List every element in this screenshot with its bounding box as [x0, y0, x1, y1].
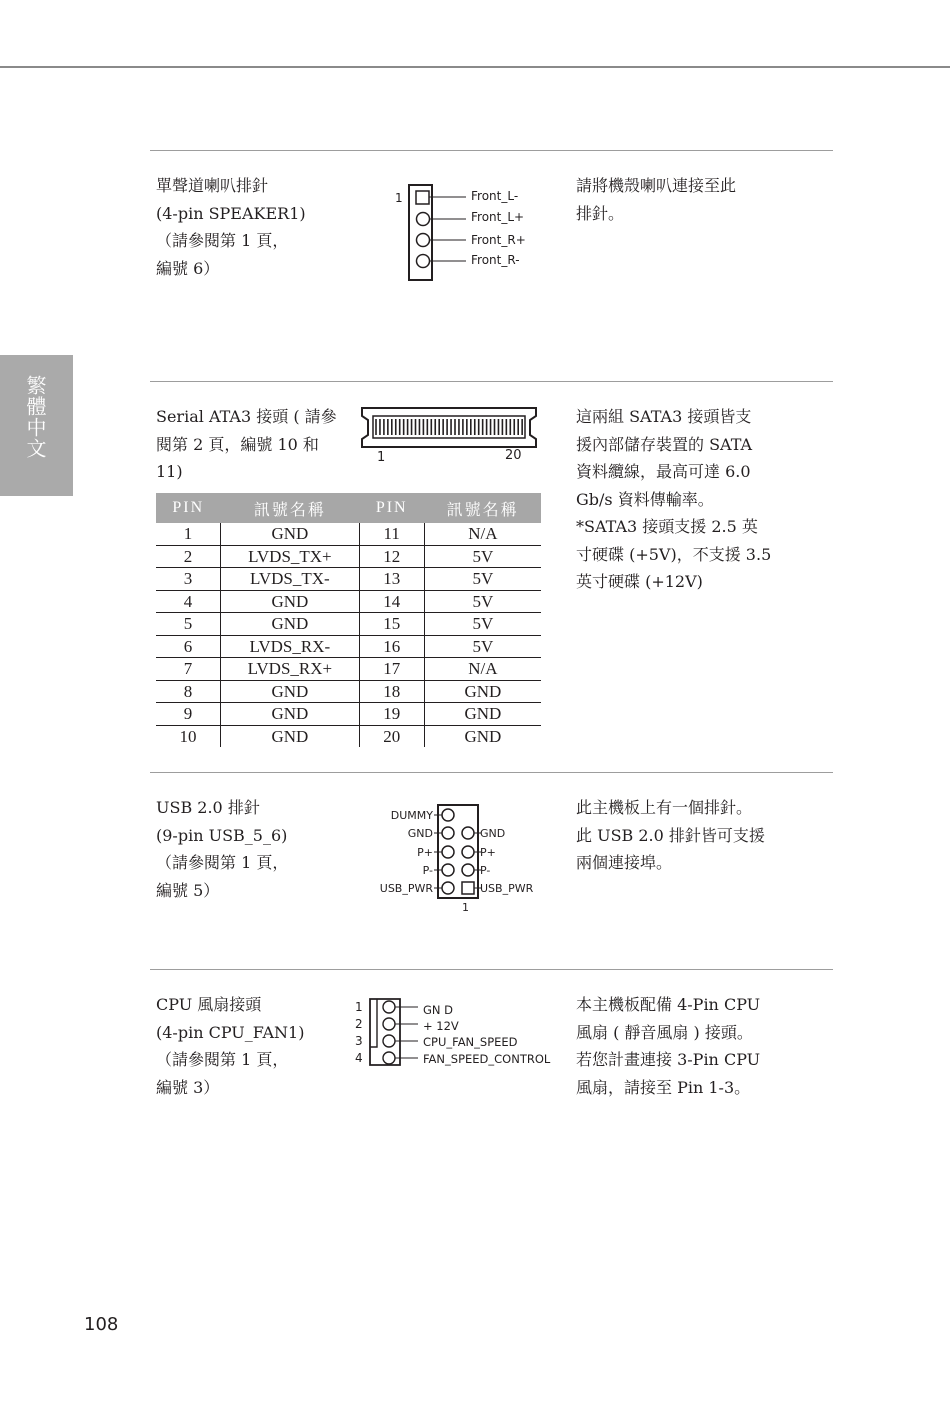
- pin-number-cell: 1: [156, 523, 221, 545]
- sata-start-label: 1: [377, 450, 386, 465]
- usb-note-line: 兩個連接埠。: [576, 853, 673, 872]
- table-row: [156, 613, 541, 636]
- sata-reference-end: 11): [156, 462, 183, 481]
- table-row: [156, 568, 541, 591]
- table-row: [156, 680, 541, 703]
- language-side-tab: [0, 355, 73, 496]
- pin-number-cell: 12: [359, 545, 424, 568]
- table-row: [156, 658, 541, 681]
- usb-reference: （請參閱第 1 頁，: [156, 853, 289, 872]
- table-row: [156, 703, 541, 726]
- usb-reference-number: 編號 5）: [156, 880, 220, 900]
- sata-note: [576, 403, 771, 596]
- signal-name-cell: LVDS_RX+: [221, 658, 360, 681]
- speaker-pin-label-4: Front_R-: [471, 253, 520, 267]
- signal-name-cell: GND: [221, 590, 360, 613]
- fan-description: [156, 991, 304, 1101]
- sata-connector-diagram: [356, 405, 542, 467]
- sata-table-body: [156, 523, 541, 747]
- usb-pin: [442, 809, 454, 821]
- fan-note: [576, 991, 760, 1101]
- fan-pin: [383, 1018, 395, 1030]
- pin-number-cell: 3: [156, 568, 221, 591]
- pin-one-label: 1: [395, 191, 403, 205]
- sata-note-line: 資料纜線，最高可達 6.0: [576, 462, 751, 481]
- pin-number-cell: 20: [359, 725, 424, 747]
- usb-left-pin-label: P+: [417, 846, 433, 859]
- signal-name-cell: GND: [221, 680, 360, 703]
- usb-header-diagram: [372, 800, 544, 918]
- signal-name-cell: 5V: [424, 568, 541, 591]
- fan-pin: [383, 1035, 395, 1047]
- top-rule: [0, 66, 950, 68]
- sata-note-line: Gb/s 資料傳輸率。: [576, 489, 714, 509]
- pin-column-header: PIN: [359, 493, 424, 523]
- fan-pin-label: FAN_SPEED_CONTROL: [423, 1052, 551, 1066]
- usb-left-pin-label: USB_PWR: [379, 882, 433, 895]
- sata-note-line: 這兩組 SATA3 接頭皆支: [576, 407, 752, 426]
- pin-number-cell: 10: [156, 725, 221, 747]
- usb-left-pin-label: GND: [407, 827, 433, 840]
- sata-note-line: 寸硬碟 (+5V)，不支援 3.5: [576, 544, 772, 564]
- pin-number-cell: 9: [156, 703, 221, 726]
- fan-pin-number: 3: [355, 1034, 363, 1048]
- fan-note-line: 風扇 ( 靜音風扇 ) 接頭。: [576, 1022, 753, 1042]
- section-divider: [150, 381, 833, 382]
- usb-left-pin-label: DUMMY: [390, 809, 433, 822]
- pin-number-cell: 18: [359, 680, 424, 703]
- pin-number-cell: 5: [156, 613, 221, 636]
- signal-name-cell: GND: [424, 680, 541, 703]
- sata-note-line: *SATA3 接頭支援 2.5 英: [576, 517, 758, 536]
- table-row: [156, 545, 541, 568]
- fan-key: [370, 999, 377, 1047]
- sata-reference: 閱第 2 頁，編號 10 和: [156, 434, 319, 454]
- sata-description: [156, 403, 337, 486]
- pin-number-cell: 2: [156, 545, 221, 568]
- fan-pin-label: CPU_FAN_SPEED: [423, 1035, 518, 1049]
- table-row: [156, 725, 541, 747]
- speaker-pin-1: [416, 191, 429, 204]
- speaker-reference-number: 編號 6）: [156, 258, 220, 278]
- fan-note-line: 風扇，請接至 Pin 1-3。: [576, 1077, 751, 1097]
- signal-name-cell: 5V: [424, 545, 541, 568]
- pin-number-cell: 15: [359, 613, 424, 636]
- fan-note-line: 本主機板配備 4-Pin CPU: [576, 995, 761, 1014]
- sata-title: Serial ATA3 接頭 ( 請參: [156, 407, 337, 426]
- signal-name-cell: LVDS_TX+: [221, 545, 360, 568]
- table-row: [156, 635, 541, 658]
- section-divider: [150, 150, 833, 151]
- usb-pin: [442, 827, 454, 839]
- fan-housing: [370, 999, 400, 1065]
- fan-header-id: (4-pin CPU_FAN1): [156, 1022, 305, 1042]
- speaker-pin-2: [417, 213, 430, 226]
- signal-name-cell: LVDS_RX-: [221, 635, 360, 658]
- fan-pin-label: + 12V: [423, 1019, 459, 1033]
- usb-pin: [462, 827, 474, 839]
- usb-description: [156, 794, 288, 904]
- fan-pin-label: GN D: [423, 1003, 454, 1017]
- sata-connector-pins: [376, 419, 522, 435]
- speaker-note: [576, 172, 736, 227]
- signal-name-cell: GND: [424, 703, 541, 726]
- usb-header-id: (9-pin USB_5_6): [156, 825, 288, 845]
- usb-title: USB 2.0 排針: [156, 798, 260, 817]
- signal-name-cell: 5V: [424, 635, 541, 658]
- sata-end-label: 20: [505, 448, 522, 463]
- pin-number-cell: 19: [359, 703, 424, 726]
- signal-name-cell: LVDS_TX-: [221, 568, 360, 591]
- signal-column-header: 訊號名稱: [221, 493, 360, 523]
- pin-number-cell: 13: [359, 568, 424, 591]
- table-row: [156, 590, 541, 613]
- usb-right-pin-label: GND: [480, 827, 506, 840]
- usb-right-pin-label: P+: [480, 846, 496, 859]
- pin-number-cell: 4: [156, 590, 221, 613]
- sata-note-line: 英寸硬碟 (+12V): [576, 572, 703, 591]
- signal-name-cell: GND: [221, 613, 360, 636]
- usb-pin: [462, 864, 474, 876]
- section-divider: [150, 772, 833, 773]
- fan-reference: （請參閱第 1 頁，: [156, 1050, 289, 1069]
- fan-pin: [383, 1052, 395, 1064]
- signal-name-cell: GND: [221, 725, 360, 747]
- sata-note-line: 援內部儲存裝置的 SATA: [576, 434, 753, 454]
- language-tab-label: 繁體中文: [23, 375, 47, 459]
- usb-pin: [442, 846, 454, 858]
- usb-right-pin-label: USB_PWR: [480, 882, 534, 895]
- usb-note: [576, 794, 765, 877]
- fan-header-diagram: [350, 995, 560, 1075]
- signal-name-cell: GND: [221, 523, 360, 545]
- usb-note-line: 此主機板上有一個排針。: [576, 798, 753, 817]
- fan-pin: [383, 1001, 395, 1013]
- section-divider: [150, 969, 833, 970]
- signal-name-cell: N/A: [424, 658, 541, 681]
- speaker-pin-label-2: Front_L+: [471, 210, 525, 224]
- pin-column-header: PIN: [156, 493, 221, 523]
- speaker-pin-label-3: Front_R+: [471, 233, 526, 247]
- signal-name-cell: GND: [221, 703, 360, 726]
- speaker-pin-3: [417, 234, 430, 247]
- fan-pin-number: 1: [355, 1000, 363, 1014]
- usb-pin-1: [462, 882, 474, 894]
- speaker-note-line: 請將機殼喇叭連接至此: [576, 176, 737, 195]
- usb-pin: [442, 882, 454, 894]
- speaker-header-diagram: [390, 180, 540, 285]
- usb-right-pin-label: P-: [480, 864, 491, 877]
- table-header-row: [156, 493, 541, 523]
- usb-pin: [442, 864, 454, 876]
- page-number: 108: [84, 1314, 119, 1335]
- pin-number-cell: 8: [156, 680, 221, 703]
- fan-reference-number: 編號 3）: [156, 1077, 220, 1097]
- pin-number-cell: 14: [359, 590, 424, 613]
- pin-number-cell: 17: [359, 658, 424, 681]
- pin-number-cell: 16: [359, 635, 424, 658]
- speaker-description: [156, 172, 306, 282]
- speaker-title: 單聲道喇叭排針: [156, 176, 269, 195]
- usb-pin-one-label: 1: [462, 901, 469, 914]
- usb-pin: [462, 846, 474, 858]
- speaker-note-line: 排針。: [576, 203, 625, 223]
- speaker-pin-4: [417, 255, 430, 268]
- sata-pin-table: [156, 493, 541, 747]
- pin-number-cell: 6: [156, 635, 221, 658]
- signal-name-cell: GND: [464, 726, 502, 746]
- signal-name-cell: N/A: [424, 523, 541, 545]
- fan-note-line: 若您計畫連接 3-Pin CPU: [576, 1050, 761, 1069]
- fan-pin-number: 4: [355, 1051, 363, 1065]
- signal-name-cell: 5V: [424, 590, 541, 613]
- fan-title: CPU 風扇接頭: [156, 995, 262, 1014]
- speaker-pin-label-1: Front_L-: [471, 189, 519, 203]
- table-row: [156, 523, 541, 545]
- pin-number-cell: 7: [156, 658, 221, 681]
- pin-number-cell: 11: [359, 523, 424, 545]
- usb-left-pin-label: P-: [422, 864, 433, 877]
- usb-note-line: 此 USB 2.0 排針皆可支援: [576, 825, 765, 845]
- signal-column-header: 訊號名稱: [424, 493, 541, 523]
- speaker-reference: （請參閱第 1 頁，: [156, 231, 289, 250]
- speaker-header-id: (4-pin SPEAKER1): [156, 203, 306, 223]
- signal-name-cell: 5V: [424, 613, 541, 636]
- fan-pin-number: 2: [355, 1017, 363, 1031]
